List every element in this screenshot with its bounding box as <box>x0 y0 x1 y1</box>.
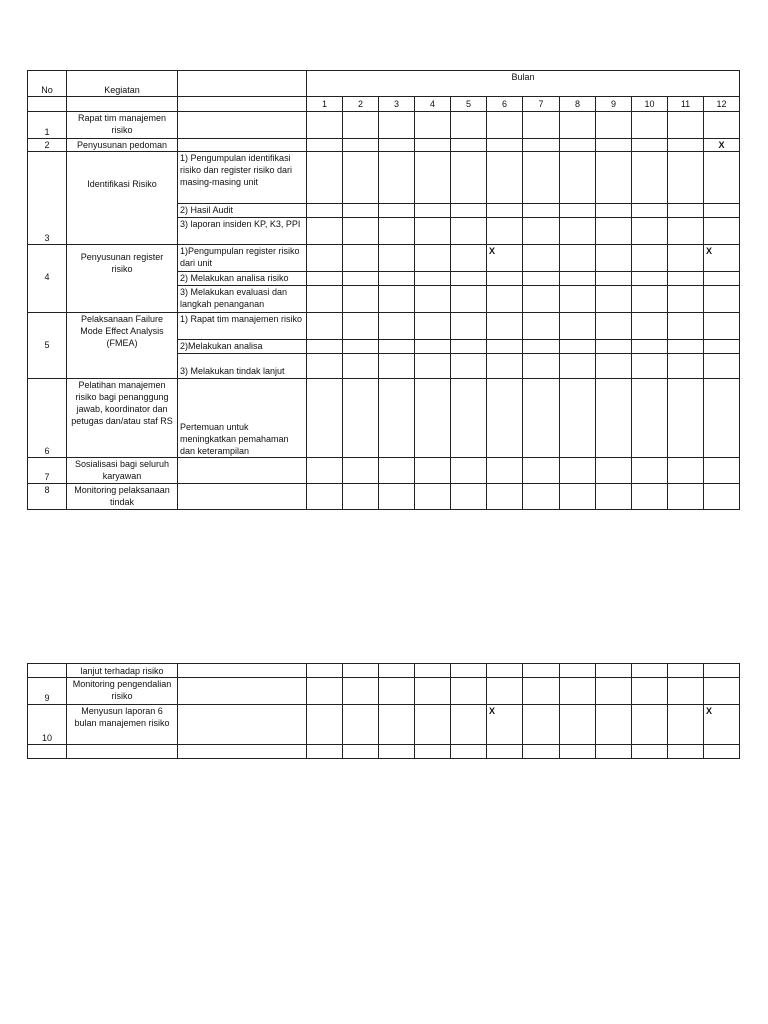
empty-cell <box>560 458 596 484</box>
empty-cell <box>560 286 596 313</box>
empty-cell <box>487 379 523 458</box>
empty-cell <box>560 204 596 218</box>
empty-cell <box>632 272 668 286</box>
empty-cell <box>67 745 178 759</box>
empty-cell <box>560 354 596 379</box>
empty-cell <box>451 354 487 379</box>
empty-cell <box>343 313 379 340</box>
empty-cell <box>307 152 343 204</box>
row-number: 4 <box>28 245 67 313</box>
empty-cell <box>28 664 67 678</box>
empty-cell <box>343 204 379 218</box>
empty-cell <box>596 313 632 340</box>
empty-cell <box>343 152 379 204</box>
empty-cell <box>632 379 668 458</box>
empty-cell <box>632 245 668 272</box>
empty-cell <box>178 139 307 152</box>
empty-cell <box>487 112 523 139</box>
sub-activity: 3) laporan insiden KP, K3, PPI <box>178 218 307 245</box>
table-row <box>28 664 740 678</box>
empty-cell <box>343 745 379 759</box>
empty-cell <box>379 745 415 759</box>
empty-cell <box>415 458 451 484</box>
empty-cell <box>307 458 343 484</box>
empty-cell <box>560 705 596 745</box>
empty-cell <box>560 272 596 286</box>
empty-cell <box>668 152 704 204</box>
empty-cell <box>668 139 704 152</box>
empty-cell <box>596 112 632 139</box>
empty-cell <box>704 218 740 245</box>
empty-cell <box>560 340 596 354</box>
empty-cell <box>523 354 560 379</box>
empty-cell <box>379 139 415 152</box>
month-4: 4 <box>415 97 451 112</box>
empty-cell <box>415 204 451 218</box>
empty-cell <box>451 245 487 272</box>
empty-cell <box>343 245 379 272</box>
empty-cell <box>523 745 560 759</box>
row-number: 7 <box>28 458 67 484</box>
empty-cell <box>343 340 379 354</box>
sub-activity: 2) Melakukan analisa risiko <box>178 272 307 286</box>
table-row <box>28 313 740 340</box>
schedule-mark: X <box>487 705 523 745</box>
empty-cell <box>523 313 560 340</box>
row-number: 10 <box>28 705 67 745</box>
empty-cell <box>415 379 451 458</box>
empty-cell <box>487 458 523 484</box>
empty-cell <box>379 484 415 510</box>
empty-cell <box>415 245 451 272</box>
empty-cell <box>668 112 704 139</box>
empty-cell <box>560 678 596 705</box>
empty-cell <box>415 152 451 204</box>
empty-cell <box>451 272 487 286</box>
empty-cell <box>451 218 487 245</box>
empty-cell <box>632 139 668 152</box>
empty-cell <box>596 139 632 152</box>
empty-cell <box>668 458 704 484</box>
month-header-row <box>28 97 740 112</box>
empty-cell <box>343 664 379 678</box>
empty-cell <box>596 458 632 484</box>
empty-cell <box>451 152 487 204</box>
table-row <box>28 458 740 484</box>
empty-cell <box>178 745 307 759</box>
sub-activity: 3) Melakukan evaluasi dan langkah penanganan <box>178 286 307 313</box>
empty-cell <box>704 354 740 379</box>
empty-cell <box>487 484 523 510</box>
schedule-mark: X <box>704 245 740 272</box>
month-10: 10 <box>632 97 668 112</box>
empty-cell <box>560 218 596 245</box>
schedule-table-part-2 <box>27 663 740 759</box>
empty-cell <box>560 139 596 152</box>
empty-cell <box>307 286 343 313</box>
month-11: 11 <box>668 97 704 112</box>
empty-cell <box>307 204 343 218</box>
empty-cell <box>307 340 343 354</box>
empty-cell <box>523 664 560 678</box>
empty-cell <box>704 458 740 484</box>
empty-cell <box>307 664 343 678</box>
empty-cell <box>632 112 668 139</box>
empty-cell <box>451 678 487 705</box>
activity-cell: Monitoring pelaksanaan tindak <box>67 484 178 510</box>
activity-cell: Rapat tim manajemen risiko <box>67 112 178 139</box>
empty-cell <box>178 705 307 745</box>
table-row <box>28 484 740 510</box>
empty-cell <box>379 286 415 313</box>
empty-cell <box>596 152 632 204</box>
empty-cell <box>560 112 596 139</box>
empty-cell <box>343 458 379 484</box>
empty-cell <box>668 286 704 313</box>
empty-cell <box>596 340 632 354</box>
empty-cell <box>451 379 487 458</box>
empty-cell <box>379 354 415 379</box>
empty-cell <box>415 678 451 705</box>
empty-cell <box>704 379 740 458</box>
month-2: 2 <box>343 97 379 112</box>
empty-cell <box>487 204 523 218</box>
empty-cell <box>379 204 415 218</box>
empty-cell <box>523 218 560 245</box>
empty-cell <box>178 97 307 112</box>
empty-cell <box>523 379 560 458</box>
empty-cell <box>487 745 523 759</box>
sub-activity: Pertemuan untuk meningkatkan pemahaman dan keterampilan <box>178 379 307 458</box>
empty-cell <box>632 340 668 354</box>
empty-cell <box>343 678 379 705</box>
empty-cell <box>343 218 379 245</box>
header-bulan: Bulan <box>307 71 740 97</box>
sub-activity: 1) Pengumpulan identifikasi risiko dan register risiko dari masing-masing unit <box>178 152 307 204</box>
empty-cell <box>596 272 632 286</box>
empty-cell <box>28 97 67 112</box>
empty-cell <box>704 272 740 286</box>
empty-cell <box>307 484 343 510</box>
empty-cell <box>560 484 596 510</box>
empty-cell <box>487 354 523 379</box>
empty-cell <box>632 484 668 510</box>
row-number: 3 <box>28 152 67 245</box>
empty-cell <box>379 245 415 272</box>
empty-cell <box>487 313 523 340</box>
sub-activity: 3) Melakukan tindak lanjut <box>178 354 307 379</box>
schedule-mark: X <box>704 139 740 152</box>
sub-activity: 1)Pengumpulan register risiko dari unit <box>178 245 307 272</box>
empty-cell <box>632 313 668 340</box>
empty-cell <box>307 678 343 705</box>
empty-cell <box>560 313 596 340</box>
schedule-table-part-1 <box>27 70 740 510</box>
month-6: 6 <box>487 97 523 112</box>
schedule-mark: X <box>704 705 740 745</box>
activity-continuation: lanjut terhadap risiko <box>67 664 178 678</box>
empty-cell <box>451 139 487 152</box>
empty-cell <box>307 354 343 379</box>
empty-cell <box>596 218 632 245</box>
empty-cell <box>178 112 307 139</box>
empty-cell <box>596 354 632 379</box>
empty-cell <box>596 204 632 218</box>
empty-cell <box>307 218 343 245</box>
empty-cell <box>596 705 632 745</box>
empty-cell <box>307 745 343 759</box>
empty-cell <box>668 272 704 286</box>
empty-cell <box>560 152 596 204</box>
activity-cell: Pelaksanaan Failure Mode Effect Analysis (FMEA) <box>67 313 178 379</box>
empty-cell <box>704 678 740 705</box>
empty-cell <box>415 139 451 152</box>
header-kegiatan: Kegiatan <box>67 71 178 97</box>
empty-cell <box>632 705 668 745</box>
table-row <box>28 139 740 152</box>
empty-cell <box>178 458 307 484</box>
header-row <box>28 71 740 97</box>
empty-cell <box>560 379 596 458</box>
empty-cell <box>178 678 307 705</box>
empty-cell <box>379 705 415 745</box>
sub-activity: 2) Hasil Audit <box>178 204 307 218</box>
empty-cell <box>487 218 523 245</box>
empty-cell <box>632 286 668 313</box>
empty-cell <box>668 705 704 745</box>
empty-cell <box>668 245 704 272</box>
row-number: 6 <box>28 379 67 458</box>
empty-cell <box>632 204 668 218</box>
empty-cell <box>379 458 415 484</box>
empty-cell <box>487 340 523 354</box>
empty-cell <box>523 484 560 510</box>
empty-cell <box>523 458 560 484</box>
empty-cell <box>487 272 523 286</box>
empty-cell <box>451 458 487 484</box>
table-row <box>28 745 740 759</box>
empty-cell <box>596 745 632 759</box>
row-number: 8 <box>28 484 67 510</box>
empty-cell <box>343 705 379 745</box>
empty-cell <box>704 340 740 354</box>
empty-cell <box>415 313 451 340</box>
empty-cell <box>451 112 487 139</box>
row-number: 1 <box>28 112 67 139</box>
table-row <box>28 245 740 272</box>
empty-cell <box>379 379 415 458</box>
empty-cell <box>343 379 379 458</box>
activity-cell: Sosialisasi bagi seluruh karyawan <box>67 458 178 484</box>
empty-cell <box>668 218 704 245</box>
table-row <box>28 705 740 745</box>
empty-cell <box>596 379 632 458</box>
empty-cell <box>28 745 67 759</box>
empty-cell <box>343 484 379 510</box>
empty-cell <box>67 97 178 112</box>
empty-cell <box>307 272 343 286</box>
month-12: 12 <box>704 97 740 112</box>
empty-cell <box>307 112 343 139</box>
empty-cell <box>415 664 451 678</box>
empty-cell <box>560 245 596 272</box>
activity-cell: Menyusun laporan 6 bulan manajemen risiko <box>67 705 178 745</box>
empty-cell <box>451 664 487 678</box>
empty-cell <box>632 354 668 379</box>
header-blank <box>178 71 307 97</box>
empty-cell <box>632 745 668 759</box>
empty-cell <box>523 139 560 152</box>
empty-cell <box>704 204 740 218</box>
sub-activity: 1) Rapat tim manajemen risiko <box>178 313 307 340</box>
empty-cell <box>451 484 487 510</box>
empty-cell <box>343 354 379 379</box>
empty-cell <box>343 286 379 313</box>
empty-cell <box>704 664 740 678</box>
row-number: 2 <box>28 139 67 152</box>
empty-cell <box>307 705 343 745</box>
empty-cell <box>704 152 740 204</box>
empty-cell <box>415 745 451 759</box>
empty-cell <box>178 484 307 510</box>
empty-cell <box>596 664 632 678</box>
schedule-mark: X <box>487 245 523 272</box>
empty-cell <box>451 340 487 354</box>
empty-cell <box>523 245 560 272</box>
empty-cell <box>632 218 668 245</box>
empty-cell <box>523 112 560 139</box>
empty-cell <box>451 313 487 340</box>
empty-cell <box>415 484 451 510</box>
month-5: 5 <box>451 97 487 112</box>
empty-cell <box>415 354 451 379</box>
empty-cell <box>307 245 343 272</box>
sub-activity: 2)Melakukan analisa <box>178 340 307 354</box>
empty-cell <box>343 139 379 152</box>
month-8: 8 <box>560 97 596 112</box>
empty-cell <box>632 664 668 678</box>
month-1: 1 <box>307 97 343 112</box>
activity-cell: Penyusunan pedoman <box>67 139 178 152</box>
header-no: No <box>28 71 67 97</box>
empty-cell <box>415 340 451 354</box>
empty-cell <box>343 272 379 286</box>
empty-cell <box>704 112 740 139</box>
empty-cell <box>668 204 704 218</box>
empty-cell <box>487 664 523 678</box>
empty-cell <box>668 745 704 759</box>
empty-cell <box>415 705 451 745</box>
empty-cell <box>668 664 704 678</box>
empty-cell <box>668 354 704 379</box>
table-row <box>28 112 740 139</box>
empty-cell <box>415 112 451 139</box>
table-row <box>28 678 740 705</box>
empty-cell <box>704 286 740 313</box>
activity-cell: Identifikasi Risiko <box>67 152 178 245</box>
empty-cell <box>487 139 523 152</box>
month-3: 3 <box>379 97 415 112</box>
empty-cell <box>451 286 487 313</box>
empty-cell <box>307 313 343 340</box>
empty-cell <box>596 484 632 510</box>
empty-cell <box>415 272 451 286</box>
empty-cell <box>523 152 560 204</box>
empty-cell <box>379 218 415 245</box>
empty-cell <box>415 286 451 313</box>
empty-cell <box>632 678 668 705</box>
empty-cell <box>451 204 487 218</box>
empty-cell <box>307 139 343 152</box>
empty-cell <box>668 313 704 340</box>
empty-cell <box>523 340 560 354</box>
empty-cell <box>451 705 487 745</box>
empty-cell <box>379 112 415 139</box>
empty-cell <box>704 484 740 510</box>
empty-cell <box>668 484 704 510</box>
empty-cell <box>523 286 560 313</box>
empty-cell <box>523 705 560 745</box>
activity-cell: Pelatihan manajemen risiko bagi penanggung jawab, koordinator dan petugas dan/atau staf RS <box>67 379 178 458</box>
empty-cell <box>560 745 596 759</box>
empty-cell <box>596 245 632 272</box>
empty-cell <box>415 218 451 245</box>
empty-cell <box>487 678 523 705</box>
empty-cell <box>451 745 487 759</box>
empty-cell <box>379 152 415 204</box>
empty-cell <box>523 678 560 705</box>
empty-cell <box>379 313 415 340</box>
table-row <box>28 379 740 458</box>
empty-cell <box>596 678 632 705</box>
activity-cell: Monitoring pengendalian risiko <box>67 678 178 705</box>
empty-cell <box>632 152 668 204</box>
empty-cell <box>487 152 523 204</box>
month-9: 9 <box>596 97 632 112</box>
empty-cell <box>668 340 704 354</box>
empty-cell <box>632 458 668 484</box>
row-number: 9 <box>28 678 67 705</box>
empty-cell <box>343 112 379 139</box>
empty-cell <box>379 678 415 705</box>
empty-cell <box>596 286 632 313</box>
empty-cell <box>668 678 704 705</box>
empty-cell <box>178 664 307 678</box>
empty-cell <box>523 204 560 218</box>
empty-cell <box>379 272 415 286</box>
empty-cell <box>379 340 415 354</box>
empty-cell <box>704 313 740 340</box>
table-row <box>28 152 740 204</box>
empty-cell <box>523 272 560 286</box>
row-number: 5 <box>28 313 67 379</box>
activity-cell: Penyusunan register risiko <box>67 245 178 313</box>
month-7: 7 <box>523 97 560 112</box>
empty-cell <box>487 286 523 313</box>
empty-cell <box>560 664 596 678</box>
empty-cell <box>668 379 704 458</box>
empty-cell <box>704 745 740 759</box>
empty-cell <box>379 664 415 678</box>
empty-cell <box>307 379 343 458</box>
